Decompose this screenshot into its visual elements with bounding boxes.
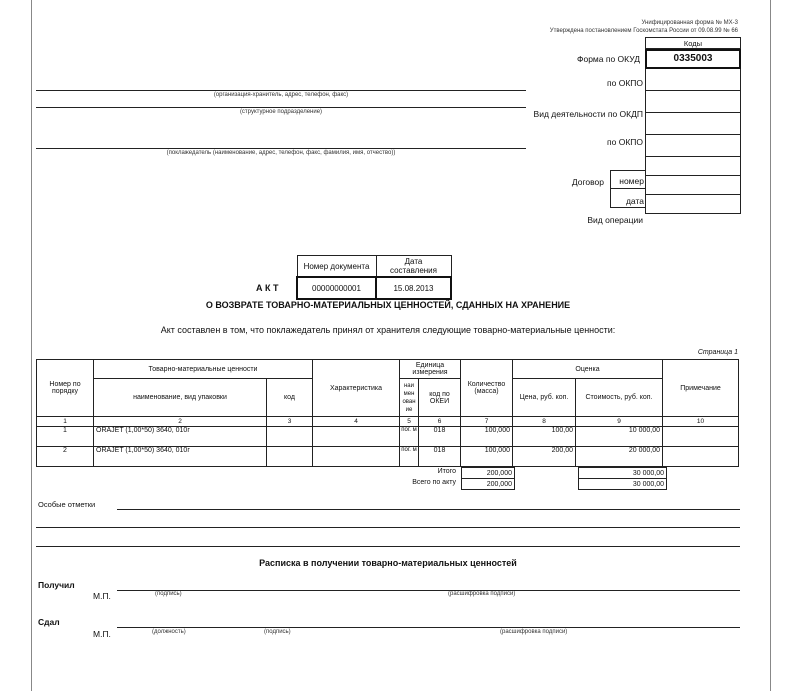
contract-date-value <box>645 176 741 195</box>
row-code <box>267 427 313 447</box>
okpo2-label: по ОКПО <box>607 137 643 147</box>
row-unit: пог. м <box>400 447 419 467</box>
header-eval: Оценка <box>513 360 663 379</box>
page-number: Страница 1 <box>697 349 738 356</box>
header-sum: Стоимость, руб. коп. <box>576 379 663 417</box>
header-goods: Товарно-материальные ценности <box>94 360 313 379</box>
mp-stamp: М.П. <box>93 629 111 639</box>
act-intro: Акт составлен в том, что поклажедатель принял от хранителя следующие товарно-материальные ценности: <box>160 325 616 335</box>
header-note: Примечание <box>663 360 739 417</box>
row-sum: 20 000,00 <box>576 447 663 467</box>
row-price: 200,00 <box>513 447 576 467</box>
header-name: наименование, вид упаковки <box>94 379 267 417</box>
row-code <box>267 447 313 467</box>
col-num: 10 <box>663 417 739 427</box>
codes-header: Коды <box>645 37 741 49</box>
contract-number-value <box>645 157 741 176</box>
depositor-caption: (поклажедатель (наименование, адрес, телефон, факс, фамилия, имя, отчество)) <box>166 150 396 156</box>
notes-line <box>36 527 740 528</box>
mp-stamp: М.П. <box>93 591 111 601</box>
handed-signature-caption: (подпись) <box>264 629 291 635</box>
row-num: 2 <box>37 447 94 467</box>
blank-value <box>645 135 741 157</box>
row-name: ORAJET (1,00*50) 3640, 010г <box>94 447 267 467</box>
col-num: 8 <box>513 417 576 427</box>
received-label: Получил <box>38 580 75 590</box>
okpo-label: по ОКПО <box>607 78 643 88</box>
division-line <box>36 107 526 108</box>
act-number-table <box>296 255 452 300</box>
received-line <box>117 590 740 591</box>
col-num: 6 <box>419 417 461 427</box>
header-char: Характеристика <box>313 360 400 417</box>
okdp-label: Вид деятельности по ОКДП <box>533 109 643 119</box>
contract-number-label: номер <box>619 176 644 186</box>
org-line <box>36 90 526 91</box>
totals-table <box>461 467 667 490</box>
contract-label: Договор <box>571 177 604 187</box>
header-okei: код по ОКЕИ <box>419 379 461 417</box>
handed-decoding-caption: (расшифровка подписи) <box>500 629 568 635</box>
codes-box <box>645 37 741 214</box>
row-char <box>313 447 400 467</box>
approved-label: Утверждена постановлением Госкомстата России от 09.08.99 № 66 <box>549 28 738 34</box>
row-sum: 10 000,00 <box>576 427 663 447</box>
operation-label: Вид операции <box>587 215 643 225</box>
receipt-title: Расписка в получении товарно-материальных ценностей <box>259 558 517 568</box>
table-row <box>37 427 739 447</box>
handed-line <box>117 627 740 628</box>
okpo2-value <box>645 113 741 135</box>
header-unit-name: наи мен ован ие <box>400 379 419 417</box>
org-caption: (организация-хранитель, адрес, телефон, факс) <box>213 92 349 98</box>
row-name: ORAJET (1,00*50) 3640, 010г <box>94 427 267 447</box>
goods-table <box>36 359 739 467</box>
row-note <box>663 427 739 447</box>
received-signature-caption: (подпись) <box>155 591 182 597</box>
grand-sum: 30 000,00 <box>579 479 667 490</box>
notes-line <box>36 546 740 547</box>
handed-label: Сдал <box>38 617 60 627</box>
col-num: 9 <box>576 417 663 427</box>
unified-form-label: Унифицированная форма № МХ-3 <box>641 20 738 26</box>
doc-num-header: Номер документа <box>297 256 376 278</box>
row-okei: 018 <box>419 427 461 447</box>
date-header: Дата составления <box>376 256 451 278</box>
received-decoding-caption: (расшифровка подписи) <box>448 591 516 597</box>
depositor-line <box>36 148 526 149</box>
contract-date-label: дата <box>625 196 644 206</box>
okdp-value <box>645 91 741 113</box>
col-num: 3 <box>267 417 313 427</box>
total-label: Итого <box>437 468 456 475</box>
header-unit: Единица измерения <box>400 360 461 379</box>
row-num: 1 <box>37 427 94 447</box>
act-word: А К Т <box>256 283 279 293</box>
header-price: Цена, руб. коп. <box>513 379 576 417</box>
okud-value: 0335003 <box>645 49 741 69</box>
total-qty: 200,000 <box>462 468 515 479</box>
okud-label: Форма по ОКУД <box>577 54 640 64</box>
header-qty: Количество (масса) <box>461 360 513 417</box>
grand-total-label: Всего по акту <box>412 479 456 486</box>
handed-position-caption: (должность) <box>152 629 186 635</box>
col-num: 4 <box>313 417 400 427</box>
col-num: 2 <box>94 417 267 427</box>
header-code: код <box>267 379 313 417</box>
notes-line <box>117 509 740 510</box>
row-price: 100,00 <box>513 427 576 447</box>
col-num: 5 <box>400 417 419 427</box>
okpo-value <box>645 69 741 91</box>
operation-value <box>645 195 741 214</box>
date-value: 15.08.2013 <box>376 277 451 299</box>
notes-label: Особые отметки <box>38 500 96 509</box>
row-okei: 018 <box>419 447 461 467</box>
grand-qty: 200,000 <box>462 479 515 490</box>
row-char <box>313 427 400 447</box>
table-row <box>37 447 739 467</box>
act-title: О ВОЗВРАТЕ ТОВАРНО-МАТЕРИАЛЬНЫХ ЦЕННОСТЕЙ, СДАННЫХ НА ХРАНЕНИЕ <box>205 300 571 310</box>
row-qty: 100,000 <box>461 447 513 467</box>
row-note <box>663 447 739 467</box>
doc-num-value: 00000000001 <box>297 277 376 299</box>
row-unit: пог. м <box>400 427 419 447</box>
division-caption: (структурное подразделение) <box>239 109 323 115</box>
col-num: 1 <box>37 417 94 427</box>
col-num: 7 <box>461 417 513 427</box>
row-qty: 100,000 <box>461 427 513 447</box>
header-num: Номер по порядку <box>37 360 94 417</box>
total-sum: 30 000,00 <box>579 468 667 479</box>
